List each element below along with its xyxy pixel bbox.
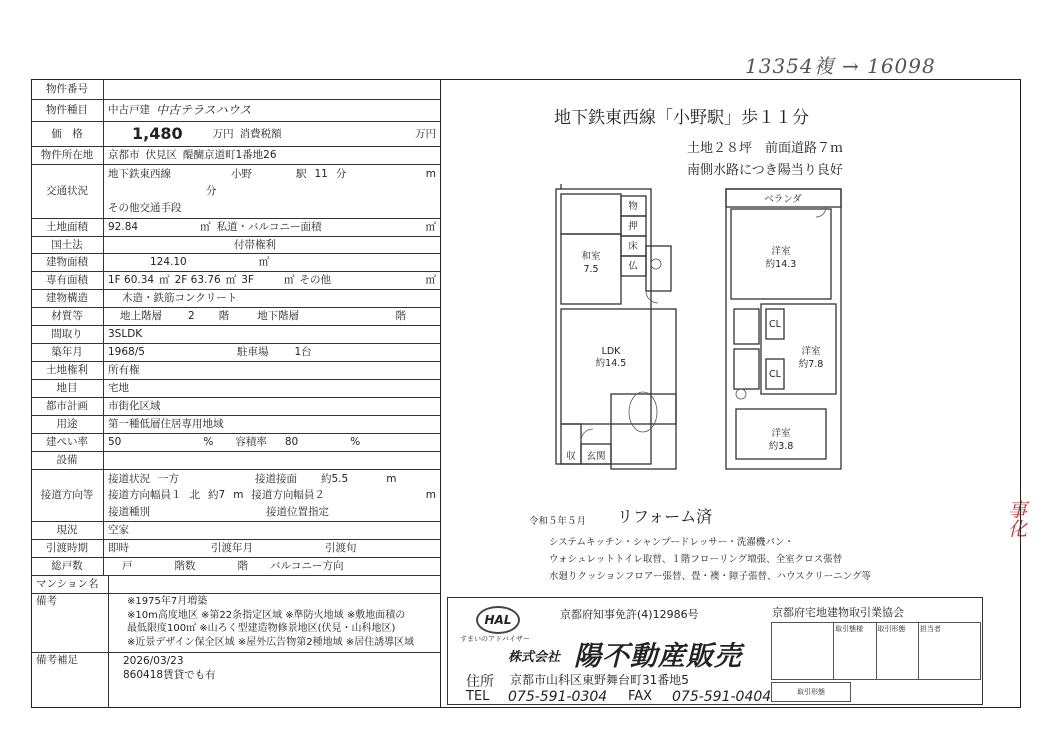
tel-number: 075-591-0304 <box>508 689 608 705</box>
status-label: 接道状況 <box>108 473 150 486</box>
unit: ㎡ <box>159 274 170 287</box>
label: 設備 <box>31 452 104 469</box>
building-area-value: 124.10 <box>150 256 187 269</box>
label: 建物面積 <box>31 254 104 271</box>
company-type: 株式会社 <box>508 650 561 665</box>
row-current <box>31 522 440 540</box>
value: 中古戸建 <box>108 104 150 117</box>
year-label: 引渡年月 <box>211 542 253 555</box>
remark-line: 最低限度100㎡ ※山ろく型建造物修景地区(伏見・山科地区) <box>127 623 396 634</box>
label: 総戸数 <box>31 558 104 575</box>
row-zoning <box>31 416 440 434</box>
row-urban-law <box>31 237 440 254</box>
land-category-value: 宅地 <box>108 382 129 395</box>
stamp-extra: 取引形態 <box>771 682 851 702</box>
label: 価 格 <box>31 122 104 146</box>
label-cl1: CL <box>769 319 781 330</box>
road-contact: 約5.5 <box>321 473 349 486</box>
handwritten-ref-note: 13354複 → 16098 <box>745 54 936 78</box>
station-unit: 駅 <box>296 168 307 181</box>
label: マンション名 <box>31 576 109 593</box>
label: 物件種目 <box>31 100 104 121</box>
label-ldk-size: 約14.5 <box>595 358 627 369</box>
label: 都市計画 <box>31 398 104 415</box>
row-land-area <box>31 219 440 237</box>
floors-label: 階数 <box>174 560 196 573</box>
floor3: 3F <box>241 274 254 287</box>
m-unit: m <box>425 168 436 181</box>
sunlight-note: 南側水路につき陽当り良好 <box>687 163 843 178</box>
tax-label: 消費税額 <box>239 127 282 140</box>
stamp-box <box>771 622 981 680</box>
label: 備考 <box>31 594 109 652</box>
row-materials <box>31 308 440 326</box>
agent-address: 京都市山科区東野舞台町31番地5 <box>510 673 689 687</box>
hal-logo-icon: HAL <box>476 606 520 634</box>
row-remarks-extra <box>31 653 440 708</box>
remark-extra-line: 860418賃貸でも有 <box>123 669 216 682</box>
type-label: 接道種別 <box>108 505 150 518</box>
ward: 伏見区 <box>145 149 177 162</box>
walk-unit: 分 <box>335 168 347 181</box>
mansion-value <box>109 576 440 593</box>
unit: m <box>386 473 397 486</box>
label: 国土法 <box>31 237 104 253</box>
label-oshi: 押 <box>628 221 638 232</box>
association-name: 京都府宅地建物取引業協会 <box>772 606 904 619</box>
label-yoshitsu2: 洋室 <box>801 346 821 357</box>
unit: 階 <box>218 310 230 323</box>
land-info: 土地２８坪 前面道路７ｍ <box>687 141 844 156</box>
unit: % <box>350 436 361 449</box>
stamp-cell: 担当者 <box>919 625 941 633</box>
row-property-type <box>31 100 440 122</box>
below-label: 地下階層 <box>257 310 300 323</box>
stamp-cell: 取引態様 <box>834 623 876 679</box>
label-yoshitsu3-size: 約3.8 <box>768 441 794 452</box>
width2-label: 接道方向幅員２ <box>251 489 325 502</box>
address-label: 住所 <box>466 674 494 690</box>
label-toko: 床 <box>628 241 638 252</box>
line: 地下鉄東西線 <box>108 168 171 181</box>
row-floor-area <box>31 272 440 290</box>
unit: 階 <box>395 310 406 323</box>
row-building-area <box>31 254 440 272</box>
position-label: 接道位置指定 <box>266 505 329 518</box>
city: 京都市 <box>108 149 140 162</box>
label-washitsu-size: 7.5 <box>583 264 599 275</box>
row-mansion-name <box>31 576 440 594</box>
row-structure <box>31 290 440 308</box>
floor1: 1F 60.34 <box>108 274 155 287</box>
reform-date: 令和５年５月 <box>529 516 587 527</box>
road-status: 一方 <box>158 473 179 486</box>
label-ldk: LDK <box>601 346 621 357</box>
remark-line: ※近景デザイン保全区域 ※屋外広告物第2種地域 ※居住誘導区域 <box>127 636 415 648</box>
row-land-category <box>31 380 440 398</box>
row-remarks <box>31 594 440 653</box>
row-total-units <box>31 558 440 576</box>
property-table <box>31 79 441 708</box>
label: 接道方向等 <box>31 470 104 521</box>
parking-value: 1台 <box>294 346 312 359</box>
reform-line: システムキッチン・シャンプードレッサー・洗濯機パン・ <box>549 537 794 548</box>
unit: 階 <box>237 560 248 573</box>
road-width: 約7 <box>208 489 226 502</box>
station: 小野 <box>231 168 252 181</box>
label-washitsu: 和室 <box>581 251 601 262</box>
label-butsu: 仏 <box>628 261 638 272</box>
label: 築年月 <box>31 344 104 361</box>
fax-label: FAX <box>628 689 653 704</box>
station-headline: 地下鉄東西線「小野駅」歩１１分 <box>554 108 809 128</box>
above-label: 地上階層 <box>120 310 162 323</box>
private-label: 私道・バルコニー面積 <box>216 221 322 234</box>
row-coverage <box>31 434 440 452</box>
unit: ㎡ <box>200 221 211 234</box>
unit: ㎡ <box>283 274 295 287</box>
parking-label: 駐車場 <box>236 346 269 359</box>
label-genkan: 玄関 <box>586 451 606 462</box>
company-name: 陽不動産販売 <box>574 641 742 672</box>
row-price <box>31 122 440 147</box>
row-location <box>31 147 440 165</box>
contact-label: 接道接面 <box>255 473 297 486</box>
handwritten-type-note: 中古テラスハウス <box>156 103 252 118</box>
label: 引渡時期 <box>31 540 104 557</box>
structure-value: 木造・鉄筋コンクリート <box>122 292 238 305</box>
floors-above: 2 <box>188 310 195 323</box>
label: 間取り <box>31 326 104 343</box>
unit: % <box>203 436 214 449</box>
row-land-rights <box>31 362 440 380</box>
label: 物件番号 <box>31 79 104 99</box>
current-value: 空家 <box>108 524 129 537</box>
row-property-number <box>31 79 440 100</box>
unit: m <box>233 489 244 502</box>
unit: ㎡ <box>258 256 270 269</box>
label: 材質等 <box>31 308 104 325</box>
label-yoshitsu2-size: 約7.8 <box>798 359 824 370</box>
label: 地目 <box>31 380 104 397</box>
floor2: 2F 63.76 <box>174 274 221 287</box>
reform-details <box>549 534 871 585</box>
far-value: 80 <box>284 436 299 449</box>
label: 建ぺい率 <box>31 434 104 451</box>
bus-unit: 分 <box>206 185 217 198</box>
label-yoshitsu1: 洋室 <box>771 246 791 257</box>
label-cl2: CL <box>769 369 781 380</box>
label: 専有面積 <box>31 272 104 289</box>
row-road <box>31 470 440 522</box>
agent-box <box>447 597 983 705</box>
logo-tagline: すまいのアドバイザー <box>460 635 530 643</box>
stamp-cell <box>772 623 834 679</box>
row-facilities <box>31 452 440 470</box>
value <box>104 79 440 99</box>
layout-value: 3SLDK <box>108 328 143 341</box>
rights: 付帯権利 <box>234 239 276 251</box>
label-veranda: ベランダ <box>764 194 802 205</box>
address: 醍醐京道町1番地26 <box>183 149 277 162</box>
label: 建物構造 <box>31 290 104 307</box>
unit: 戸 <box>122 560 133 573</box>
label: 現況 <box>31 522 104 539</box>
row-built-year <box>31 344 440 362</box>
period-label: 引渡旬 <box>325 542 357 555</box>
remark-extra-line: 2026/03/23 <box>123 655 184 667</box>
label: 土地面積 <box>31 219 104 236</box>
label-shu: 収 <box>566 451 576 462</box>
coverage-value: 50 <box>108 436 122 449</box>
label-yoshitsu3: 洋室 <box>771 428 791 439</box>
row-layout <box>31 326 440 344</box>
label-mono: 物 <box>628 201 638 212</box>
label: 交通状況 <box>31 165 104 218</box>
label: 土地権利 <box>31 362 104 379</box>
price-unit: 万円 <box>212 127 234 140</box>
tel-label: TEL <box>466 689 490 704</box>
row-handover <box>31 540 440 558</box>
reform-title: リフォーム済 <box>617 507 713 526</box>
built-year: 1968/5 <box>108 346 145 359</box>
remark-line: ※10m高度地区 ※第22条指定区域 ※準防火地域 ※敷地面積の <box>127 609 406 621</box>
land-area-value: 92.84 <box>108 221 139 234</box>
walk-minutes: 11 <box>314 168 328 181</box>
handover-value: 即時 <box>108 542 129 555</box>
remark-line: ※1975年7月増築 <box>127 596 208 607</box>
license-number: 京都府知事免許(4)12986号 <box>560 608 699 621</box>
land-rights-value: 所有権 <box>108 364 140 377</box>
label: 物件所在地 <box>31 147 104 164</box>
fax-number: 075-591-0404 <box>672 689 772 705</box>
facilities-value <box>104 452 440 469</box>
reform-line: 水廻りクッションフロアー張替、畳・襖・障子張替、ハウスクリーニング等 <box>549 571 872 582</box>
zoning-value: 第一種低層住居専用地域 <box>108 418 224 431</box>
label: 用途 <box>31 416 104 433</box>
row-city-planning <box>31 398 440 416</box>
label: 備考補足 <box>31 653 109 708</box>
unit: ㎡ <box>425 221 436 234</box>
floor-plan <box>536 184 866 484</box>
other-area: その他 <box>299 274 331 287</box>
stamp-cell: 取引形態 <box>877 623 919 679</box>
unit: ㎡ <box>425 274 436 287</box>
balcony-label: バルコニー方向 <box>270 560 344 573</box>
reform-line: ウォシュレットトイレ取替、１階フローリング増張、全室クロス張替 <box>549 554 843 565</box>
unit: m <box>425 489 436 502</box>
width1-label: 接道方向幅員１ <box>108 489 182 502</box>
row-transport <box>31 165 440 219</box>
tax-unit: 万円 <box>415 127 436 140</box>
price-value: 1,480 <box>132 124 183 144</box>
label-yoshitsu1-size: 約14.3 <box>765 259 797 270</box>
unit: ㎡ <box>225 274 237 287</box>
other-transport: その他交通手段 <box>108 202 182 215</box>
far-label: 容積率 <box>235 436 267 449</box>
city-planning-value: 市街化区域 <box>108 400 161 413</box>
right-panel <box>441 79 1021 708</box>
road-direction: 北 <box>189 489 200 502</box>
handwritten-side-note: 事化 <box>1005 500 1027 538</box>
